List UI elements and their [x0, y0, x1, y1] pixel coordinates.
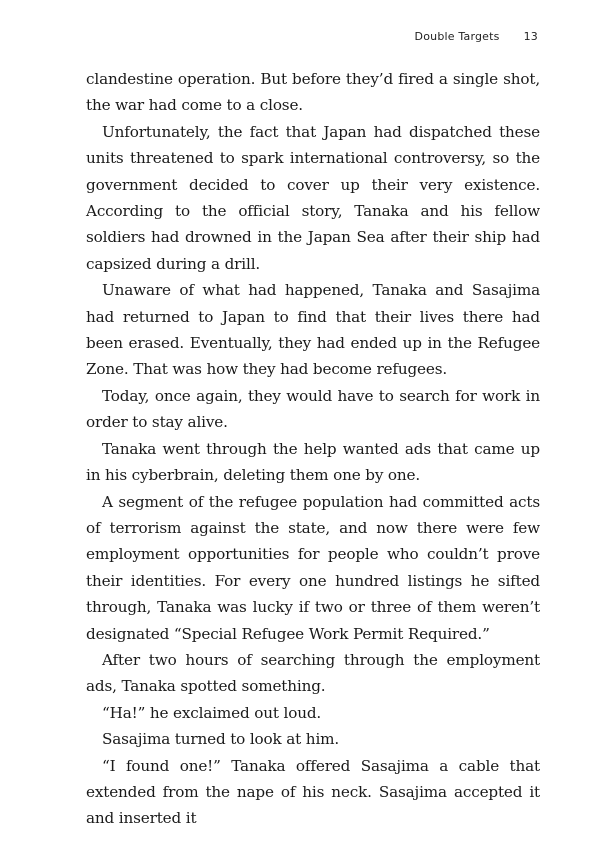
paragraph: “I found one!” Tanaka offered Sasajima a cable that extended from the nape of his neck. Sasajima accepted it and inserted it	[86, 756, 540, 828]
running-title: Double Targets	[414, 30, 500, 43]
paragraph: Today, once again, they would have to search for work in order to stay alive.	[86, 386, 540, 432]
paragraph: “Ha!” he exclaimed out loud.	[102, 703, 322, 722]
paragraph: Unfortunately, the fact that Japan had dispatched these units threatened to spark international controversy, so the government decided to cover up their very existence. According to the official story, Tanaka and his fellow soldiers had drowned in the Japan Sea after their ship had capsized during a drill.	[86, 122, 540, 273]
paragraph: Sasajima turned to look at him.	[102, 730, 340, 749]
body-text	[86, 66, 540, 832]
paragraph: A segment of the refugee population had committed acts of terrorism against the state, and now there were few employment opportunities for people who couldn’t prove their identities. For every one hundred listings he sifted through, Tanaka was lucky if two or three of them weren’t designated “Special Refugee Work Permit Required.”	[86, 492, 540, 643]
page-number: 13	[523, 30, 538, 43]
paragraph: Unaware of what had happened, Tanaka and Sasajima had returned to Japan to find that their lives there had been erased. Eventually, they had ended up in the Refugee Zone. That was how they had become refugees.	[86, 281, 540, 379]
paragraph: After two hours of searching through the employment ads, Tanaka spotted something.	[86, 650, 540, 696]
paragraph: clandestine operation. But before they’d fired a single shot, the war had come to a close.	[86, 70, 540, 115]
paragraph: Tanaka went through the help wanted ads that came up in his cyberbrain, deleting them one by one.	[86, 439, 540, 485]
page-header	[415, 30, 538, 43]
